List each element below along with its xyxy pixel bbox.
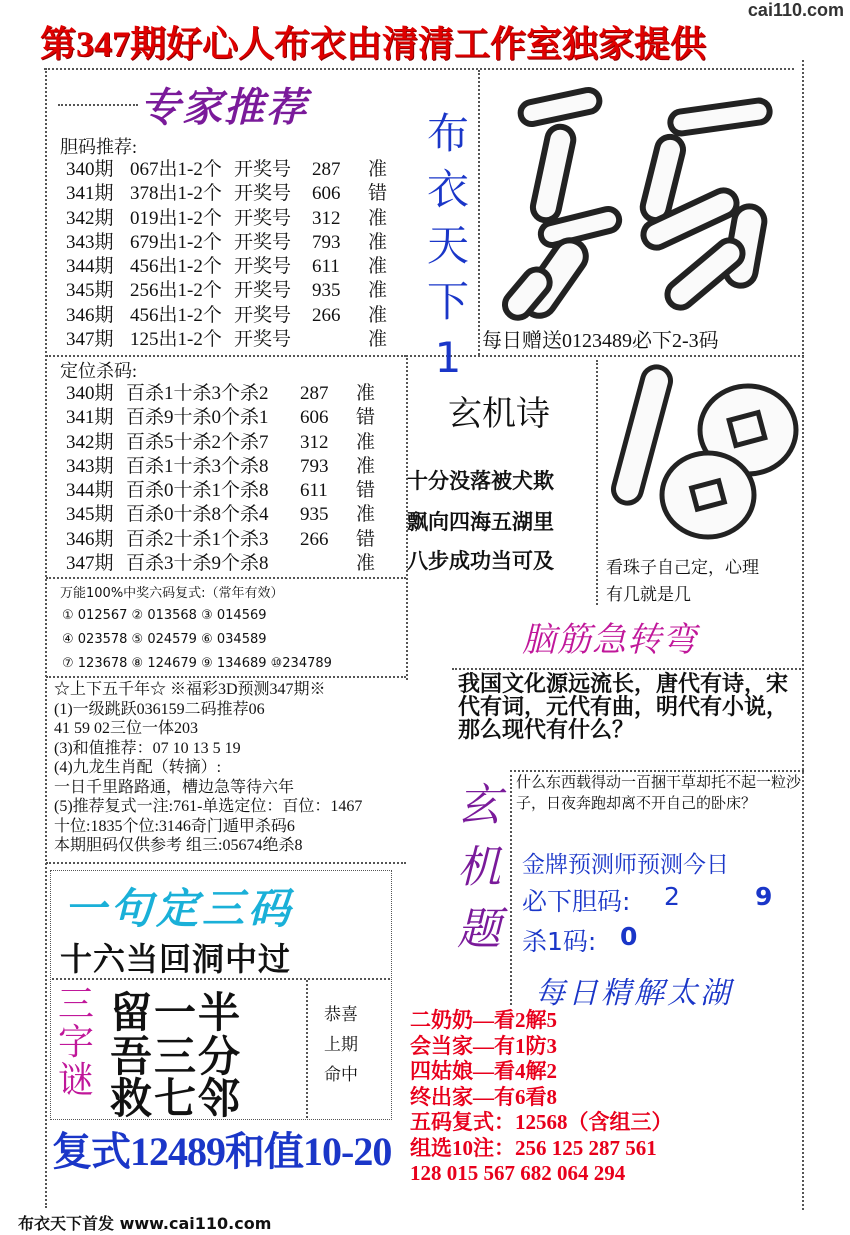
dan-period: 344期 (66, 256, 114, 278)
poem-heading: 玄机诗 (448, 394, 550, 434)
expert-divider-2 (46, 577, 406, 579)
dan-period: 341期 (66, 183, 114, 205)
dan-row (66, 158, 398, 182)
congrats-divider (306, 980, 308, 1118)
dan-label: 胆码推荐: (60, 137, 138, 157)
dan-row (66, 328, 398, 352)
left-top-dots (58, 104, 138, 106)
taihu-line: 终出家—有6看8 (410, 1084, 557, 1109)
taihu-line: 会当家—有1防3 (410, 1033, 557, 1058)
kill-period: 346期 (66, 528, 114, 550)
congrats-1: 恭喜 (324, 1005, 358, 1024)
dan-pick: 378出1-2个 (130, 183, 222, 205)
dan-pick: 256出1-2个 (130, 280, 222, 302)
brain-divider (452, 668, 804, 670)
kill-result: 793 (300, 455, 329, 477)
kill-period: 344期 (66, 480, 114, 502)
dan-result: 287 (312, 159, 341, 180)
six-code-row: ⑦ 123678 ⑧ 124679 ⑨ 134689 ⑩234789 (62, 656, 332, 671)
kill-pick: 百杀3十杀9个杀8 (126, 553, 269, 575)
six-code-row: ① 012567 ② 013568 ③ 014569 (62, 608, 267, 623)
forecast-line: (1)一级跳跃036159二码推荐06 (54, 700, 265, 718)
forecast-line: (4)九龙生肖配（转摘）: (54, 759, 222, 776)
kill-period: 343期 (66, 455, 114, 477)
dan-label: 开奖号 (234, 231, 292, 253)
dan-period: 340期 (66, 159, 114, 180)
taihu-line: 五码复式：12568（含组三） (410, 1110, 673, 1134)
kill-period: 341期 (66, 407, 114, 429)
dan-pick: 019出1-2个 (130, 207, 222, 229)
dan-row (66, 182, 398, 206)
kill-result: 266 (300, 528, 329, 550)
dan-label: 开奖号 (234, 280, 292, 302)
dan-verdict: 准 (368, 207, 388, 229)
dan-verdict: 准 (368, 280, 388, 302)
kill-result: 606 (300, 407, 329, 429)
six-code-list (62, 604, 332, 676)
poem-note-1: 看珠子自己定，心理 (606, 558, 759, 577)
dan-pick: 679出1-2个 (130, 231, 222, 253)
kill-verdict: 错 (356, 407, 376, 429)
kill-period: 340期 (66, 383, 114, 404)
kill-verdict: 准 (356, 431, 376, 453)
kill-pick: 百杀1十杀3个杀2 (126, 383, 269, 404)
poem-note-2: 有几就是几 (606, 585, 691, 604)
left-border (45, 68, 47, 1208)
three-char-riddle-label: 三字谜 (58, 984, 95, 1100)
gold-forecaster-title: 金牌预测师预测今日 (522, 852, 729, 878)
kill-verdict: 准 (356, 504, 376, 526)
dan-row (66, 207, 398, 231)
dan-verdict: 准 (368, 304, 388, 326)
kill-code-value: 0 (620, 922, 638, 951)
dan-result: 266 (312, 304, 341, 326)
taihu-heading: 每日精解太湖 (535, 977, 733, 1010)
dan-pick: 456出1-2个 (130, 256, 222, 278)
kill-pick: 百杀5十杀2个杀7 (126, 431, 269, 453)
kill-row (66, 528, 386, 552)
top-divider (44, 68, 794, 70)
kill-pick: 百杀2十杀1个杀3 (126, 528, 269, 550)
three-code-slogan: 十六当回洞中过 (60, 940, 292, 978)
dan-pick: 125出1-2个 (130, 329, 222, 351)
dan-result: 606 (312, 183, 341, 205)
riddle-question: 什么东西载得动一百捆干草却托不起一粒沙子，日夜奔跑却离不开自己的卧床？ (516, 775, 802, 812)
forecast-block (54, 680, 404, 856)
riddle-line-3: 救七邻 (110, 1077, 243, 1123)
six-code-row: ④ 023578 ⑤ 024579 ⑥ 034589 (62, 632, 267, 647)
riddle-vertical-label: 玄机题 (457, 781, 501, 954)
kill-row (66, 431, 386, 455)
dan-row (66, 279, 398, 303)
kill-row (66, 406, 386, 430)
kill-result: 312 (300, 431, 329, 453)
taihu-line: 四姑娘—看4解2 (410, 1059, 557, 1083)
kill-pick: 百杀0十杀1个杀8 (126, 480, 269, 502)
forecast-line: 一日千里路路通，槽边急等待六年 (54, 778, 295, 796)
page-title: 第347期好心人布衣由清清工作室独家提供 (40, 24, 707, 64)
dan-label: 开奖号 (234, 183, 292, 205)
taihu-line: 二奶奶—看2解5 (410, 1008, 557, 1032)
kill-row (66, 382, 386, 406)
brain-text: 我国文化源远流长，唐代有诗，宋代有词，元代有曲，明代有小说，那么现代有什么？ (458, 671, 789, 742)
riddle-line-1: 留一半 (110, 991, 243, 1037)
kill-result (300, 552, 356, 576)
forecast-line: (3)和值推荐：07 10 13 5 19 (54, 739, 241, 757)
taihu-line: 组选10注：256 125 287 561 (410, 1135, 657, 1160)
must-dan-1: 2 (664, 882, 680, 911)
poem-line-2: 飘向四海五湖里 (407, 510, 554, 534)
dan-label: 开奖号 (234, 159, 292, 180)
dan-row (66, 255, 398, 279)
site-logo[interactable]: cai110.com (747, 0, 844, 20)
must-dan-2: 9 (755, 882, 773, 911)
kill-pick: 百杀9十杀0个杀1 (126, 407, 269, 429)
riddle-left (510, 770, 512, 1005)
kill-verdict: 错 (356, 528, 376, 550)
poem-line-3: 八步成功当可及 (407, 549, 554, 573)
kill-period: 345期 (66, 504, 114, 526)
dan-label: 开奖号 (234, 304, 292, 326)
dan-result: 611 (312, 256, 340, 278)
kill-pick: 百杀0十杀8个杀4 (126, 504, 269, 526)
dan-verdict: 准 (368, 329, 388, 351)
dan-verdict: 准 (368, 231, 388, 253)
taihu-lines (410, 1008, 673, 1187)
kill-result: 935 (300, 504, 329, 526)
kill-row (66, 552, 386, 576)
riddle-line-2: 吾三分 (110, 1035, 243, 1081)
kill-verdict: 准 (356, 455, 376, 477)
riddle-divider (510, 770, 804, 772)
poem-line-1: 十分没落被犬欺 (407, 469, 554, 493)
expert-heading: 专家推荐 (140, 85, 308, 130)
right-border (802, 60, 804, 1210)
kill-table (66, 382, 386, 576)
budui-vertical-title: 布衣天下1 (426, 109, 469, 382)
dan-result (312, 328, 368, 352)
kill-pick: 百杀1十杀3个杀8 (126, 455, 269, 477)
budui-gift-text: 每日赠送0123489必下2-3码 (482, 330, 719, 352)
dan-pick: 456出1-2个 (130, 304, 222, 326)
expert-divider-3 (46, 676, 406, 678)
forecast-line: 41 59 02三位一体203 (54, 720, 199, 737)
kill-result: 611 (300, 480, 328, 502)
dan-verdict: 准 (368, 256, 388, 278)
kill-label: 定位杀码: (60, 361, 138, 381)
three-code-heading: 一句定三码 (64, 887, 295, 933)
dan-pick: 067出1-2个 (130, 159, 222, 180)
dan-label: 开奖号 (234, 207, 292, 229)
forecast-bottom (46, 862, 406, 864)
congrats-3: 命中 (324, 1065, 358, 1084)
kill-period: 347期 (66, 553, 114, 575)
brain-heading: 脑筋急转弯 (522, 622, 697, 659)
kill-verdict: 准 (356, 553, 376, 575)
dan-result: 793 (312, 231, 341, 253)
kill-period: 342期 (66, 431, 114, 453)
forecast-line: (5)推荐复式一注:761-单选定位：百位：1467 (54, 798, 363, 815)
kill-verdict: 准 (356, 383, 376, 404)
taihu-line: 128 015 567 682 064 294 (410, 1161, 626, 1185)
dan-result: 312 (312, 207, 341, 229)
dan-period: 347期 (66, 329, 114, 351)
kill-row (66, 455, 386, 479)
dan-verdict: 错 (368, 183, 388, 205)
congrats-2: 上期 (324, 1035, 358, 1054)
coins-image (598, 360, 808, 550)
kill-code-label: 杀1码: (522, 927, 597, 956)
forecast-line: ☆上下五千年☆ ※福彩3D预测347期※ (54, 681, 326, 698)
dan-row (66, 304, 398, 328)
kill-row (66, 503, 386, 527)
compound-code: 复式12489和值10-20 (52, 1129, 392, 1174)
dan-period: 342期 (66, 207, 114, 229)
dan-row (66, 231, 398, 255)
six-code-title: 万能100%中奖六码复式:（常年有效） (60, 586, 284, 601)
kill-result: 287 (300, 383, 329, 404)
kill-row (66, 479, 386, 503)
footer-text: 布衣天下首发 www.cai110.com (18, 1214, 272, 1233)
dan-label: 开奖号 (234, 329, 292, 351)
forecast-line: 十位:1835个位:3146奇门遁甲杀码6 (54, 817, 295, 835)
forecast-line: 本期胆码仅供参考 组三:05674绝杀8 (54, 837, 303, 854)
dan-period: 343期 (66, 231, 114, 253)
dan-label: 开奖号 (234, 256, 292, 278)
dan-period: 346期 (66, 304, 114, 326)
hand-drawn-35-image (480, 86, 800, 321)
dan-result: 935 (312, 280, 341, 302)
kill-verdict: 错 (356, 480, 376, 502)
dan-table (66, 158, 398, 352)
dan-period: 345期 (66, 280, 114, 302)
must-dan-label: 必下胆码: (522, 887, 631, 916)
dan-verdict: 准 (368, 159, 388, 180)
